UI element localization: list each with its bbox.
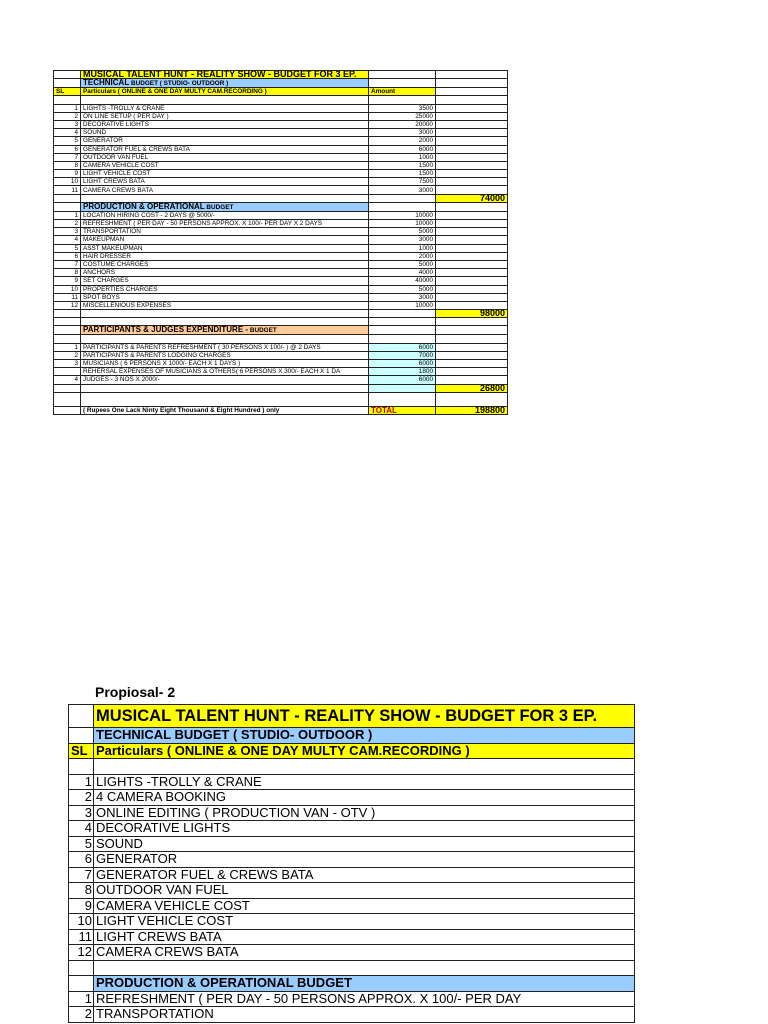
- participants-row: [54, 326, 508, 335]
- row-amount: 4000: [369, 269, 436, 277]
- row-amount: 3000: [369, 129, 436, 137]
- row-number: 6: [54, 252, 81, 260]
- row-description: GENERATOR: [81, 137, 369, 145]
- row-number: 2: [54, 112, 81, 120]
- row-amount: 10000: [369, 301, 436, 309]
- table-row: [54, 220, 508, 228]
- row-amount: 1500: [369, 161, 436, 169]
- row-description: GENERATOR: [94, 852, 635, 868]
- row-description: REFRESHMENT ( PER DAY - 50 PERSONS APPROX. X 100/- PER DAY: [94, 991, 635, 1007]
- table-row: [54, 376, 508, 384]
- row-amount: 3000: [369, 236, 436, 244]
- row-number: 2: [54, 351, 81, 359]
- proposal-production-heading: PRODUCTION & OPERATIONAL BUDGET: [94, 976, 635, 992]
- row-amount: 1800: [369, 368, 436, 376]
- row-number: 6: [54, 145, 81, 153]
- total-label: TOTAL: [369, 406, 436, 414]
- proposal-production-row: [69, 976, 635, 992]
- row-description: MAKEUPMAN: [81, 236, 369, 244]
- row-number: 8: [54, 161, 81, 169]
- row-description: LIGHT VEHICLE COST: [81, 170, 369, 178]
- amount-in-words: ( Rupees One Lack Ninty Eight Thousand & Eight Hundred ) only: [81, 406, 369, 414]
- participants-subheading: BUDGET: [248, 327, 277, 335]
- row-description: TRANSPORTATION: [81, 228, 369, 236]
- proposal-row: [69, 883, 635, 899]
- proposal-row: [69, 852, 635, 868]
- row-number: [54, 368, 81, 376]
- table-row: [54, 211, 508, 219]
- row-amount: 5000: [369, 285, 436, 293]
- row-description: CAMERA VEHICLE COST: [94, 898, 635, 914]
- row-description: SPOT BOYS: [81, 293, 369, 301]
- row-number: 9: [69, 898, 94, 914]
- table-row: [54, 170, 508, 178]
- table-row: [54, 343, 508, 351]
- row-number: 5: [54, 244, 81, 252]
- row-description: LIGHTS -TROLLY & CRANE: [94, 774, 635, 790]
- row-number: 2: [69, 790, 94, 806]
- row-description: LOCATION HIRING COST - 2 DAYS @ 5000/-: [81, 211, 369, 219]
- row-number: 3: [54, 360, 81, 368]
- table-row: [54, 244, 508, 252]
- table-row: [54, 236, 508, 244]
- proposal-col-sl: SL: [69, 743, 94, 759]
- row-description: LIGHT CREWS BATA: [94, 929, 635, 945]
- row-description: GENERATOR FUEL & CREWS BATA: [81, 145, 369, 153]
- proposal-label: Propiosal- 2: [95, 684, 176, 700]
- proposal-row: [69, 836, 635, 852]
- row-number: 7: [54, 260, 81, 268]
- row-number: 2: [69, 1007, 94, 1023]
- row-description: LIGHT CREWS BATA: [81, 178, 369, 186]
- proposal-technical-heading: TECHNICAL BUDGET ( STUDIO- OUTDOOR ): [94, 728, 635, 744]
- proposal-row: [69, 945, 635, 961]
- row-number: 11: [54, 293, 81, 301]
- technical-heading: TECHNICAL: [83, 78, 130, 88]
- subtotal-row: [54, 310, 508, 318]
- row-amount: 20000: [369, 120, 436, 128]
- production-row: [54, 202, 508, 211]
- subtotal-row: [54, 194, 508, 202]
- row-amount: 7500: [369, 178, 436, 186]
- proposal-row: [69, 991, 635, 1007]
- participants-heading: PARTICIPANTS & JUDGES EXPENDITURE -: [83, 325, 249, 335]
- row-description: PROPERTIES CHARGES: [81, 285, 369, 293]
- proposal-title-row: [69, 705, 635, 728]
- row-description: 4 CAMERA BOOKING: [94, 790, 635, 806]
- row-description: SOUND: [94, 836, 635, 852]
- row-number: 11: [69, 929, 94, 945]
- grand-total-row: [54, 406, 508, 414]
- table-row: [54, 129, 508, 137]
- proposal-row: [69, 898, 635, 914]
- row-description: ONLINE EDITING ( PRODUCTION VAN - OTV ): [94, 805, 635, 821]
- row-number: 1: [54, 211, 81, 219]
- row-description: SOUND: [81, 129, 369, 137]
- row-amount: 6000: [369, 376, 436, 384]
- row-number: 3: [54, 120, 81, 128]
- proposal-row: [69, 774, 635, 790]
- row-number: 4: [54, 129, 81, 137]
- row-number: 10: [69, 914, 94, 930]
- row-number: 10: [54, 285, 81, 293]
- row-description: REFRESHMENT ( PER DAY - 50 PERSONS APPROX. X 100/- PER DAY X 2 DAYS: [81, 220, 369, 228]
- table-row: [54, 120, 508, 128]
- proposal-row: [69, 867, 635, 883]
- row-description: COSTUME CHARGES: [81, 260, 369, 268]
- row-number: 7: [69, 867, 94, 883]
- row-amount: 5000: [369, 228, 436, 236]
- row-number: 12: [69, 945, 94, 961]
- proposal-row: [69, 805, 635, 821]
- sheet-title: MUSICAL TALENT HUNT - REALITY SHOW - BUDGET FOR 3 EP.: [81, 71, 369, 79]
- blank-row: [54, 96, 508, 104]
- row-description: REHERSAL EXPENSES OF MUSICIANS & OTHERS( 6 PERSONS X 300/- EACH X 1 DA: [81, 368, 369, 376]
- table-row: [54, 104, 508, 112]
- row-description: MISCELLENIOUS EXPENSES: [81, 301, 369, 309]
- row-number: 3: [69, 805, 94, 821]
- proposal-row: [69, 1007, 635, 1023]
- row-description: MUSICIANS ( 6 PERSONS X 1000/- EACH X 1 DAYS ): [81, 360, 369, 368]
- row-description: PARTICIPANTS & PARENTS REFRESHMENT ( 30 PERSONS X 100/- ) @ 2 DAYS: [81, 343, 369, 351]
- row-description: OUTDOOR VAN FUEL: [81, 153, 369, 161]
- col-particulars: Particulars ( ONLINE & ONE DAY MULTY CAM.RECORDING ): [81, 88, 369, 96]
- table-row: [54, 153, 508, 161]
- row-amount: 10000: [369, 211, 436, 219]
- table-row: [54, 145, 508, 153]
- row-description: CAMERA CREWS BATA: [94, 945, 635, 961]
- row-number: 2: [54, 220, 81, 228]
- technical-subheading: BUDGET ( STUDIO- OUTDOOR ): [129, 80, 229, 88]
- proposal-row: [69, 914, 635, 930]
- grand-total: 198800: [436, 406, 508, 414]
- row-description: OUTDOOR VAN FUEL: [94, 883, 635, 899]
- blank-row: [54, 335, 508, 343]
- row-amount: 1000: [369, 153, 436, 161]
- proposal-row: [69, 960, 635, 976]
- proposal-title: MUSICAL TALENT HUNT - REALITY SHOW - BUDGET FOR 3 EP.: [94, 705, 635, 728]
- technical-header-row: [54, 79, 508, 88]
- proposal-row: [69, 821, 635, 837]
- row-description: CAMERA CREWS BATA: [81, 186, 369, 194]
- table-row: [54, 186, 508, 194]
- row-number: 11: [54, 186, 81, 194]
- row-description: JUDGES - 3 NOS X 2000/-: [81, 376, 369, 384]
- table-row: [54, 178, 508, 186]
- proposal-sheet-body: [69, 705, 635, 1023]
- row-number: 1: [69, 774, 94, 790]
- production-heading: PRODUCTION & OPERATIONAL: [83, 202, 205, 211]
- table-row: [54, 137, 508, 145]
- blank-row: [54, 318, 508, 326]
- table-row: [54, 360, 508, 368]
- table-row: [54, 368, 508, 376]
- production-subheading: BUDGET: [204, 203, 234, 211]
- proposal-column-row: [69, 743, 635, 759]
- production-total: 98000: [436, 310, 508, 318]
- row-number: 9: [54, 277, 81, 285]
- row-description: PARTICIPANTS & PARENTS LODGING CHARGES: [81, 351, 369, 359]
- row-amount: 3000: [369, 293, 436, 301]
- row-number: 1: [54, 104, 81, 112]
- col-amount: Amount: [369, 88, 436, 96]
- row-number: 8: [54, 269, 81, 277]
- row-description: DECORATIVE LIGHTS: [81, 120, 369, 128]
- row-description: SET CHARGES: [81, 277, 369, 285]
- table-row: [54, 252, 508, 260]
- row-amount: 2000: [369, 137, 436, 145]
- table-row: [54, 277, 508, 285]
- row-number: 6: [69, 852, 94, 868]
- row-amount: 5000: [369, 260, 436, 268]
- row-amount: 6000: [369, 360, 436, 368]
- proposal-technical-row: [69, 728, 635, 744]
- row-amount: 1500: [369, 170, 436, 178]
- row-amount: 1000: [369, 244, 436, 252]
- row-amount: 7000: [369, 351, 436, 359]
- title-row: [54, 71, 508, 79]
- subtotal-row: [54, 384, 508, 392]
- table-row: [54, 228, 508, 236]
- col-sl: SL: [54, 88, 81, 96]
- table-row: [54, 161, 508, 169]
- row-amount: 3500: [369, 104, 436, 112]
- row-number: 3: [54, 228, 81, 236]
- row-description: ANCHORS: [81, 269, 369, 277]
- table-row: [54, 285, 508, 293]
- row-amount: 6000: [369, 343, 436, 351]
- proposal-col-particulars: Particulars ( ONLINE & ONE DAY MULTY CAM.RECORDING ): [94, 743, 635, 759]
- blank-row: [69, 759, 635, 775]
- table-row: [54, 112, 508, 120]
- row-number: 1: [69, 991, 94, 1007]
- row-number: 5: [69, 836, 94, 852]
- proposal-row: [69, 790, 635, 806]
- budget-sheet: [53, 70, 508, 415]
- row-description: DECORATIVE LIGHTS: [94, 821, 635, 837]
- row-amount: 10000: [369, 220, 436, 228]
- proposal-row: [69, 929, 635, 945]
- technical-total: 74000: [436, 194, 508, 202]
- row-description: CAMERA VEHICLE COST: [81, 161, 369, 169]
- row-number: 5: [54, 137, 81, 145]
- row-number: 10: [54, 178, 81, 186]
- row-number: 12: [54, 301, 81, 309]
- column-header-row: [54, 88, 508, 96]
- row-description: TRANSPORTATION: [94, 1007, 635, 1023]
- row-amount: 3000: [369, 186, 436, 194]
- row-number: 7: [54, 153, 81, 161]
- row-description: LIGHT VEHICLE COST: [94, 914, 635, 930]
- table-row: [54, 301, 508, 309]
- row-number: 4: [54, 376, 81, 384]
- row-number: 1: [54, 343, 81, 351]
- participants-total: 26800: [436, 384, 508, 392]
- row-description: ON LINE SETUP ( PER DAY ): [81, 112, 369, 120]
- row-amount: 25000: [369, 112, 436, 120]
- row-number: 4: [54, 236, 81, 244]
- row-amount: 2000: [369, 252, 436, 260]
- table-row: [54, 269, 508, 277]
- row-description: LIGHTS -TROLLY & CRANE: [81, 104, 369, 112]
- row-number: 8: [69, 883, 94, 899]
- proposal-sheet: [68, 704, 635, 1023]
- blank-row: [54, 392, 508, 406]
- budget-sheet-body: [54, 71, 508, 415]
- row-amount: 6000: [369, 145, 436, 153]
- row-description: ASST MAKEUPMAN: [81, 244, 369, 252]
- row-number: 4: [69, 821, 94, 837]
- table-row: [54, 351, 508, 359]
- table-row: [54, 293, 508, 301]
- table-row: [54, 260, 508, 268]
- row-amount: 40000: [369, 277, 436, 285]
- row-description: GENERATOR FUEL & CREWS BATA: [94, 867, 635, 883]
- row-number: 9: [54, 170, 81, 178]
- row-description: HAIR DRESSER: [81, 252, 369, 260]
